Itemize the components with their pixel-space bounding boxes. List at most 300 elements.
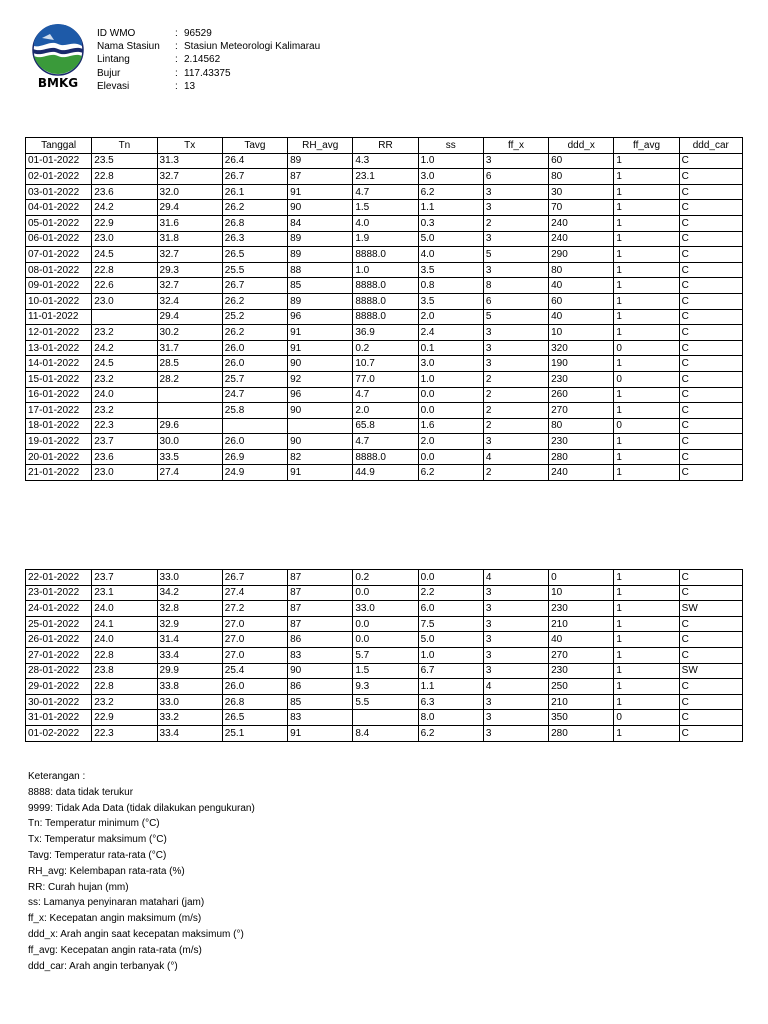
table-row xyxy=(26,356,743,372)
table-cell: 31.8 xyxy=(157,231,222,247)
weather-table-part-2 xyxy=(25,569,743,742)
table-cell: 33.2 xyxy=(157,710,222,726)
table-cell: 190 xyxy=(549,356,614,372)
table-cell: 91 xyxy=(288,725,353,741)
table-cell: 8888.0 xyxy=(353,247,418,263)
separator-colon: : xyxy=(175,28,178,39)
table-cell: 01-01-2022 xyxy=(26,153,92,169)
table-cell: 22.9 xyxy=(92,215,157,231)
table-cell: 33.8 xyxy=(157,679,222,695)
table-row xyxy=(26,434,743,450)
table-cell: 12-01-2022 xyxy=(26,325,92,341)
note-line: 8888: data tidak terukur xyxy=(28,786,134,798)
table-cell: 3 xyxy=(483,694,548,710)
table-cell: 23.6 xyxy=(92,184,157,200)
table-cell: 22.3 xyxy=(92,418,157,434)
table-cell: 28.5 xyxy=(157,356,222,372)
logo-text: BMKG xyxy=(37,76,79,90)
table-cell: 280 xyxy=(549,725,614,741)
table-cell: 33.4 xyxy=(157,725,222,741)
table-cell: 1 xyxy=(614,387,679,403)
table-cell: 25.8 xyxy=(222,403,287,419)
note-line: 9999: Tidak Ada Data (tidak dilakukan pengukuran) xyxy=(28,802,255,814)
table-cell: 0 xyxy=(614,710,679,726)
table-cell: C xyxy=(679,710,742,726)
table-cell: 3 xyxy=(483,340,548,356)
table-cell: 240 xyxy=(549,465,614,481)
table-cell: C xyxy=(679,585,742,601)
table-cell: 2 xyxy=(483,465,548,481)
table-cell: 24.2 xyxy=(92,200,157,216)
table-cell: 87 xyxy=(288,616,353,632)
table-cell: 1 xyxy=(614,403,679,419)
table-cell: 33.0 xyxy=(157,694,222,710)
table-cell: 70 xyxy=(549,200,614,216)
table-cell: 320 xyxy=(549,340,614,356)
table-cell: 32.0 xyxy=(157,184,222,200)
table-cell: 23.7 xyxy=(92,570,157,586)
table-cell: 32.7 xyxy=(157,169,222,185)
table-cell: 10 xyxy=(549,325,614,341)
table-cell: C xyxy=(679,632,742,648)
table-cell: 1 xyxy=(614,247,679,263)
table-cell: C xyxy=(679,679,742,695)
table-cell: 24.9 xyxy=(222,465,287,481)
table-cell: 6.2 xyxy=(418,725,483,741)
separator-colon: : xyxy=(175,80,178,92)
table-row xyxy=(26,694,743,710)
table-cell: 0 xyxy=(549,570,614,586)
table-cell: 26.5 xyxy=(222,247,287,263)
table-cell: C xyxy=(679,184,742,200)
table-cell: 23-01-2022 xyxy=(26,585,92,601)
station-info-label: Lintang xyxy=(97,54,130,66)
table-cell: 23.0 xyxy=(92,231,157,247)
table-cell: 24.0 xyxy=(92,632,157,648)
table-cell: 350 xyxy=(549,710,614,726)
table-cell: C xyxy=(679,262,742,278)
table-cell: 0.0 xyxy=(353,616,418,632)
table-cell: 80 xyxy=(549,169,614,185)
column-header: Tx xyxy=(157,138,222,154)
table-cell: 33.0 xyxy=(157,570,222,586)
table-cell: 22.8 xyxy=(92,169,157,185)
table-cell: C xyxy=(679,247,742,263)
table-cell: 0 xyxy=(614,371,679,387)
table-cell: 24.1 xyxy=(92,616,157,632)
table-cell: 23.1 xyxy=(353,169,418,185)
table-row xyxy=(26,570,743,586)
table-cell: 91 xyxy=(288,340,353,356)
column-header: ff_x xyxy=(483,138,548,154)
table-cell: C xyxy=(679,278,742,294)
table-cell: 1 xyxy=(614,169,679,185)
table-cell: 1 xyxy=(614,262,679,278)
note-line: ff_avg: Kecepatan angin rata-rata (m/s) xyxy=(28,944,202,956)
table-cell: 240 xyxy=(549,231,614,247)
table-cell: 2.2 xyxy=(418,585,483,601)
table-cell: 33.5 xyxy=(157,449,222,465)
table-row xyxy=(26,215,743,231)
weather-table-part-1 xyxy=(25,137,743,481)
table-cell: 89 xyxy=(288,153,353,169)
station-info-value: Stasiun Meteorologi Kalimarau xyxy=(184,41,321,53)
table-cell: 20-01-2022 xyxy=(26,449,92,465)
table-cell: 1 xyxy=(614,184,679,200)
table-cell: 11-01-2022 xyxy=(26,309,92,325)
table-cell: 26.5 xyxy=(222,710,287,726)
table-cell: 3.0 xyxy=(418,356,483,372)
table-row xyxy=(26,647,743,663)
table-cell: 32.4 xyxy=(157,293,222,309)
table-cell: 17-01-2022 xyxy=(26,403,92,419)
table-cell: 26.0 xyxy=(222,434,287,450)
table-cell: 3.0 xyxy=(418,169,483,185)
table-cell: 4 xyxy=(483,570,548,586)
table-cell: 23.0 xyxy=(92,465,157,481)
table-cell: 23.2 xyxy=(92,325,157,341)
table-cell: 14-01-2022 xyxy=(26,356,92,372)
table-cell: 60 xyxy=(549,293,614,309)
table-cell: 0.0 xyxy=(418,387,483,403)
table-row xyxy=(26,601,743,617)
table-cell: 0.0 xyxy=(353,632,418,648)
table-cell: 25.7 xyxy=(222,371,287,387)
table-cell: 85 xyxy=(288,278,353,294)
table-cell: C xyxy=(679,231,742,247)
table-cell: 22.8 xyxy=(92,647,157,663)
table-row xyxy=(26,679,743,695)
table-cell: 91 xyxy=(288,325,353,341)
table-cell: 3 xyxy=(483,184,548,200)
table-cell: 82 xyxy=(288,449,353,465)
table-cell: 1.9 xyxy=(353,231,418,247)
table-cell: 1 xyxy=(614,647,679,663)
table-cell: 5.5 xyxy=(353,694,418,710)
table-cell: 3 xyxy=(483,601,548,617)
table-cell: 31.7 xyxy=(157,340,222,356)
table-cell: 32.8 xyxy=(157,601,222,617)
station-info-label: ID WMO xyxy=(97,28,136,39)
table-cell: C xyxy=(679,616,742,632)
table-cell: C xyxy=(679,371,742,387)
table-cell: 1.1 xyxy=(418,200,483,216)
table-cell: 3 xyxy=(483,725,548,741)
table-cell: C xyxy=(679,403,742,419)
table-cell: 4 xyxy=(483,449,548,465)
table-cell: C xyxy=(679,309,742,325)
table-cell: 24-01-2022 xyxy=(26,601,92,617)
table-cell: 87 xyxy=(288,585,353,601)
table-cell: 6.3 xyxy=(418,694,483,710)
note-line: RR: Curah hujan (mm) xyxy=(28,881,129,893)
table-cell: 2 xyxy=(483,371,548,387)
table-cell: 3 xyxy=(483,710,548,726)
table-cell: 1 xyxy=(614,293,679,309)
table-cell: C xyxy=(679,418,742,434)
table-row xyxy=(26,418,743,434)
separator-colon: : xyxy=(175,41,178,53)
table-cell: 27-01-2022 xyxy=(26,647,92,663)
table-cell: 7.5 xyxy=(418,616,483,632)
table-cell: SW xyxy=(679,663,742,679)
table-cell: 5.0 xyxy=(418,632,483,648)
separator-colon: : xyxy=(175,54,178,66)
table-cell: 29.4 xyxy=(157,309,222,325)
table-cell: 30.2 xyxy=(157,325,222,341)
table-row xyxy=(26,278,743,294)
column-header: RR xyxy=(353,138,418,154)
table-cell: 96 xyxy=(288,309,353,325)
table-cell: 40 xyxy=(549,278,614,294)
table-cell: 26.7 xyxy=(222,278,287,294)
station-info-label: Bujur xyxy=(97,67,121,79)
table-cell: 26.7 xyxy=(222,169,287,185)
separator-colon: : xyxy=(175,67,178,79)
table-cell: 02-01-2022 xyxy=(26,169,92,185)
table-cell: C xyxy=(679,465,742,481)
table-cell xyxy=(222,418,287,434)
table-cell: 26.3 xyxy=(222,231,287,247)
table-header-row xyxy=(26,138,743,154)
table-cell: 1.0 xyxy=(418,371,483,387)
table-row xyxy=(26,231,743,247)
table-cell: 86 xyxy=(288,679,353,695)
table-cell: 80 xyxy=(549,262,614,278)
table-cell: 30-01-2022 xyxy=(26,694,92,710)
table-cell: 91 xyxy=(288,184,353,200)
table-cell: 07-01-2022 xyxy=(26,247,92,263)
table-cell: C xyxy=(679,647,742,663)
table-cell: 270 xyxy=(549,403,614,419)
table-cell: 2 xyxy=(483,403,548,419)
column-header: ddd_car xyxy=(679,138,742,154)
table-cell: 0.1 xyxy=(418,340,483,356)
table-cell: 29.6 xyxy=(157,418,222,434)
table-cell: 24.5 xyxy=(92,247,157,263)
table-cell: 1 xyxy=(614,725,679,741)
table-cell: 16-01-2022 xyxy=(26,387,92,403)
table-cell: 1.1 xyxy=(418,679,483,695)
table-cell: 23.0 xyxy=(92,293,157,309)
table-cell: 290 xyxy=(549,247,614,263)
table-cell: 23.2 xyxy=(92,371,157,387)
table-cell: 5.0 xyxy=(418,231,483,247)
station-info-value: 2.14562 xyxy=(184,54,221,66)
table-cell: C xyxy=(679,340,742,356)
table-cell: 1 xyxy=(614,632,679,648)
station-info-row xyxy=(97,40,320,53)
table-cell: 80 xyxy=(549,418,614,434)
table-cell: 3 xyxy=(483,585,548,601)
table-cell: 3 xyxy=(483,632,548,648)
table-cell: 3.5 xyxy=(418,293,483,309)
table-cell: 33.0 xyxy=(353,601,418,617)
table-cell: 4.7 xyxy=(353,184,418,200)
table-cell: 0 xyxy=(614,340,679,356)
table-cell: 1 xyxy=(614,679,679,695)
table-cell: 90 xyxy=(288,434,353,450)
table-cell: 270 xyxy=(549,647,614,663)
table-cell: 1 xyxy=(614,153,679,169)
station-info-row xyxy=(97,27,320,40)
table-cell: 2.0 xyxy=(418,309,483,325)
table-cell: 28.2 xyxy=(157,371,222,387)
table-cell: 87 xyxy=(288,601,353,617)
note-line: Tx: Temperatur maksimum (°C) xyxy=(28,834,167,846)
table-cell: 86 xyxy=(288,632,353,648)
table-cell: 24.5 xyxy=(92,356,157,372)
table-row xyxy=(26,449,743,465)
table-cell: 22.8 xyxy=(92,679,157,695)
table-cell: 3 xyxy=(483,200,548,216)
table-cell: 0.3 xyxy=(418,215,483,231)
table-cell: 08-01-2022 xyxy=(26,262,92,278)
table-row xyxy=(26,325,743,341)
table-cell: 5 xyxy=(483,309,548,325)
table-cell: 25.2 xyxy=(222,309,287,325)
table-cell: 230 xyxy=(549,434,614,450)
table-cell: 22.6 xyxy=(92,278,157,294)
table-cell: 26.4 xyxy=(222,153,287,169)
note-line: ddd_x: Arah angin saat kecepatan maksimum (°) xyxy=(28,928,244,940)
table-cell: 24.7 xyxy=(222,387,287,403)
table-cell: 77.0 xyxy=(353,371,418,387)
column-header: Tavg xyxy=(222,138,287,154)
note-line: ddd_car: Arah angin terbanyak (°) xyxy=(28,960,178,972)
table-cell: 40 xyxy=(549,309,614,325)
table-cell: 3 xyxy=(483,647,548,663)
table-cell: 26.2 xyxy=(222,293,287,309)
table-cell: C xyxy=(679,694,742,710)
note-line: ff_x: Kecepatan angin maksimum (m/s) xyxy=(28,913,202,925)
table-cell: 23.5 xyxy=(92,153,157,169)
table-cell: 21-01-2022 xyxy=(26,465,92,481)
table-cell: 0.2 xyxy=(353,570,418,586)
table-cell: 90 xyxy=(288,356,353,372)
table-cell: 1.0 xyxy=(418,153,483,169)
table-cell: 26.2 xyxy=(222,325,287,341)
table-cell: 26.1 xyxy=(222,184,287,200)
table-cell: C xyxy=(679,153,742,169)
column-header: ss xyxy=(418,138,483,154)
table-cell: 84 xyxy=(288,215,353,231)
table-cell: C xyxy=(679,570,742,586)
table-cell: 3 xyxy=(483,356,548,372)
table-cell: 0.0 xyxy=(353,585,418,601)
note-line: RH_avg: Kelembapan rata-rata (%) xyxy=(28,865,185,877)
table-cell: 40 xyxy=(549,632,614,648)
table-cell: 1 xyxy=(614,465,679,481)
table-cell: 44.9 xyxy=(353,465,418,481)
notes-title: Keterangan : xyxy=(28,771,86,782)
table-cell: 87 xyxy=(288,570,353,586)
note-line: Tn: Temperatur minimum (°C) xyxy=(28,818,160,830)
table-cell: 22.8 xyxy=(92,262,157,278)
table-cell: 5.7 xyxy=(353,647,418,663)
table-cell: C xyxy=(679,293,742,309)
table-cell: 31.3 xyxy=(157,153,222,169)
table-cell: 26.8 xyxy=(222,215,287,231)
table-cell: 29.3 xyxy=(157,262,222,278)
table-cell: 25.1 xyxy=(222,725,287,741)
table-cell: 89 xyxy=(288,231,353,247)
table-row xyxy=(26,465,743,481)
table-cell: 1 xyxy=(614,231,679,247)
table-cell: 8888.0 xyxy=(353,293,418,309)
table-cell: 25.4 xyxy=(222,663,287,679)
table-cell: 1.0 xyxy=(418,647,483,663)
table-cell: 25.5 xyxy=(222,262,287,278)
table-cell: 1 xyxy=(614,663,679,679)
table-cell: 88 xyxy=(288,262,353,278)
table-cell: 8888.0 xyxy=(353,449,418,465)
table-cell: 29-01-2022 xyxy=(26,679,92,695)
table-cell: C xyxy=(679,725,742,741)
table-row xyxy=(26,403,743,419)
table-cell: 3 xyxy=(483,231,548,247)
table-cell: 3 xyxy=(483,153,548,169)
table-cell: 01-02-2022 xyxy=(26,725,92,741)
table-cell: 230 xyxy=(549,601,614,617)
table-row xyxy=(26,293,743,309)
table-cell: 23.2 xyxy=(92,403,157,419)
table-cell: 36.9 xyxy=(353,325,418,341)
table-cell: 32.9 xyxy=(157,616,222,632)
station-info xyxy=(97,27,320,93)
table-row xyxy=(26,616,743,632)
table-cell: 4.3 xyxy=(353,153,418,169)
table-cell xyxy=(157,403,222,419)
table-cell: 1 xyxy=(614,694,679,710)
table-cell: 18-01-2022 xyxy=(26,418,92,434)
table-cell: 26.7 xyxy=(222,570,287,586)
table-cell: C xyxy=(679,387,742,403)
bmkg-logo xyxy=(28,24,88,90)
table-cell: 29.4 xyxy=(157,200,222,216)
table-cell: 22.3 xyxy=(92,725,157,741)
table-cell: 2 xyxy=(483,387,548,403)
station-info-row xyxy=(97,80,320,93)
table-cell: 27.4 xyxy=(222,585,287,601)
table-cell: 3 xyxy=(483,616,548,632)
table-cell: 3 xyxy=(483,434,548,450)
station-info-label: Elevasi xyxy=(97,80,130,92)
table-cell: 1.0 xyxy=(353,262,418,278)
table-cell: 27.0 xyxy=(222,647,287,663)
table-cell: 31.6 xyxy=(157,215,222,231)
table-row xyxy=(26,340,743,356)
table-cell: 1 xyxy=(614,570,679,586)
table-cell: 1 xyxy=(614,200,679,216)
table-cell: 6 xyxy=(483,169,548,185)
table-row xyxy=(26,200,743,216)
table-cell: 15-01-2022 xyxy=(26,371,92,387)
table-cell: 26.8 xyxy=(222,694,287,710)
table-cell: C xyxy=(679,200,742,216)
table-row xyxy=(26,309,743,325)
table-cell: 240 xyxy=(549,215,614,231)
table-cell: 23.6 xyxy=(92,449,157,465)
table-cell: 65.8 xyxy=(353,418,418,434)
station-info-label: Nama Stasiun xyxy=(97,41,160,53)
table-cell: 22.9 xyxy=(92,710,157,726)
table-cell: 85 xyxy=(288,694,353,710)
table-cell: 1 xyxy=(614,434,679,450)
column-header: Tn xyxy=(92,138,157,154)
table-cell: 26.0 xyxy=(222,340,287,356)
station-info-row xyxy=(97,53,320,66)
